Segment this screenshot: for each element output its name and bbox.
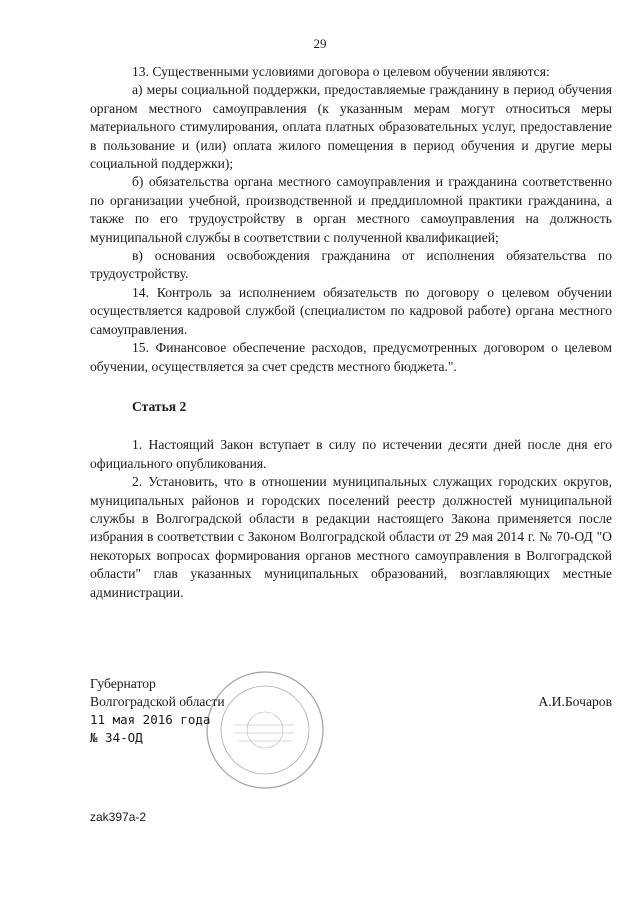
article-heading: Статья 2 (132, 398, 187, 414)
signer-title-line2: Волгоградской области (90, 694, 225, 709)
document-body (90, 63, 612, 602)
paragraph-13a: а) меры социальной поддержки, предоставляемые гражданину в период обучения органом местного самоуправления (к указанным мерам могут относиться меры материального стимулирования, оплата платных образовательных услуг, предоставление в пользование и (или) оплата жилого помещения в период обучения и другие меры социальной поддержки); (90, 82, 612, 172)
paragraph-14: 14. Контроль за исполнением обязательств по договору о целевом обучении осуществляется кадровой службой (специалистом по кадровой работе) органа местного самоуправления. (90, 284, 612, 337)
page-number: 29 (313, 36, 327, 51)
paragraph-15: 15. Финансовое обеспечение расходов, предусмотренных договором о целевом обучении, осуществляется за счет средств местного бюджета.". (90, 340, 612, 374)
paragraph-13: 13. Существенными условиями договора о целевом обучении являются: (132, 64, 550, 79)
signature-date: 11 мая 2016 года (90, 712, 211, 727)
signer-name: А.И.Бочаров (538, 694, 612, 709)
paragraph-13c: в) основания освобождения гражданина от исполнения обязательства по трудоустройству. (90, 248, 612, 282)
article-paragraph-1: 1. Настоящий Закон вступает в силу по истечении десяти дней после дня его официального опубликования. (90, 437, 612, 471)
law-number: № 34-ОД (90, 730, 143, 745)
signer-title-line1: Губернатор (90, 676, 156, 691)
paragraph-13b: б) обязательства органа местного самоуправления и гражданина соответственно по организации учебной, производственной и преддипломной практики гражданина, а также по его трудоустройству в орган местного самоуправления на должность муниципальной службы в соответствии с полученной квалификацией; (90, 174, 612, 245)
article-paragraph-2: 2. Установить, что в отношении муниципальных служащих городских округов, муниципальных районов и городских поселений реестр должностей муниципальной службы в Волгоградской области в редакции настоящего Закона применяется после избрания в соответствии с Законом Волгоградской области от 29 мая 2014 г. № 70-ОД "О некоторых вопросах формирования органов местного самоуправления в Волгоградской области" глав указанных муниципальных образований, возглавляющих местные администрации. (90, 474, 612, 600)
document-code: zak397a-2 (90, 810, 147, 824)
signature-block (90, 675, 225, 747)
